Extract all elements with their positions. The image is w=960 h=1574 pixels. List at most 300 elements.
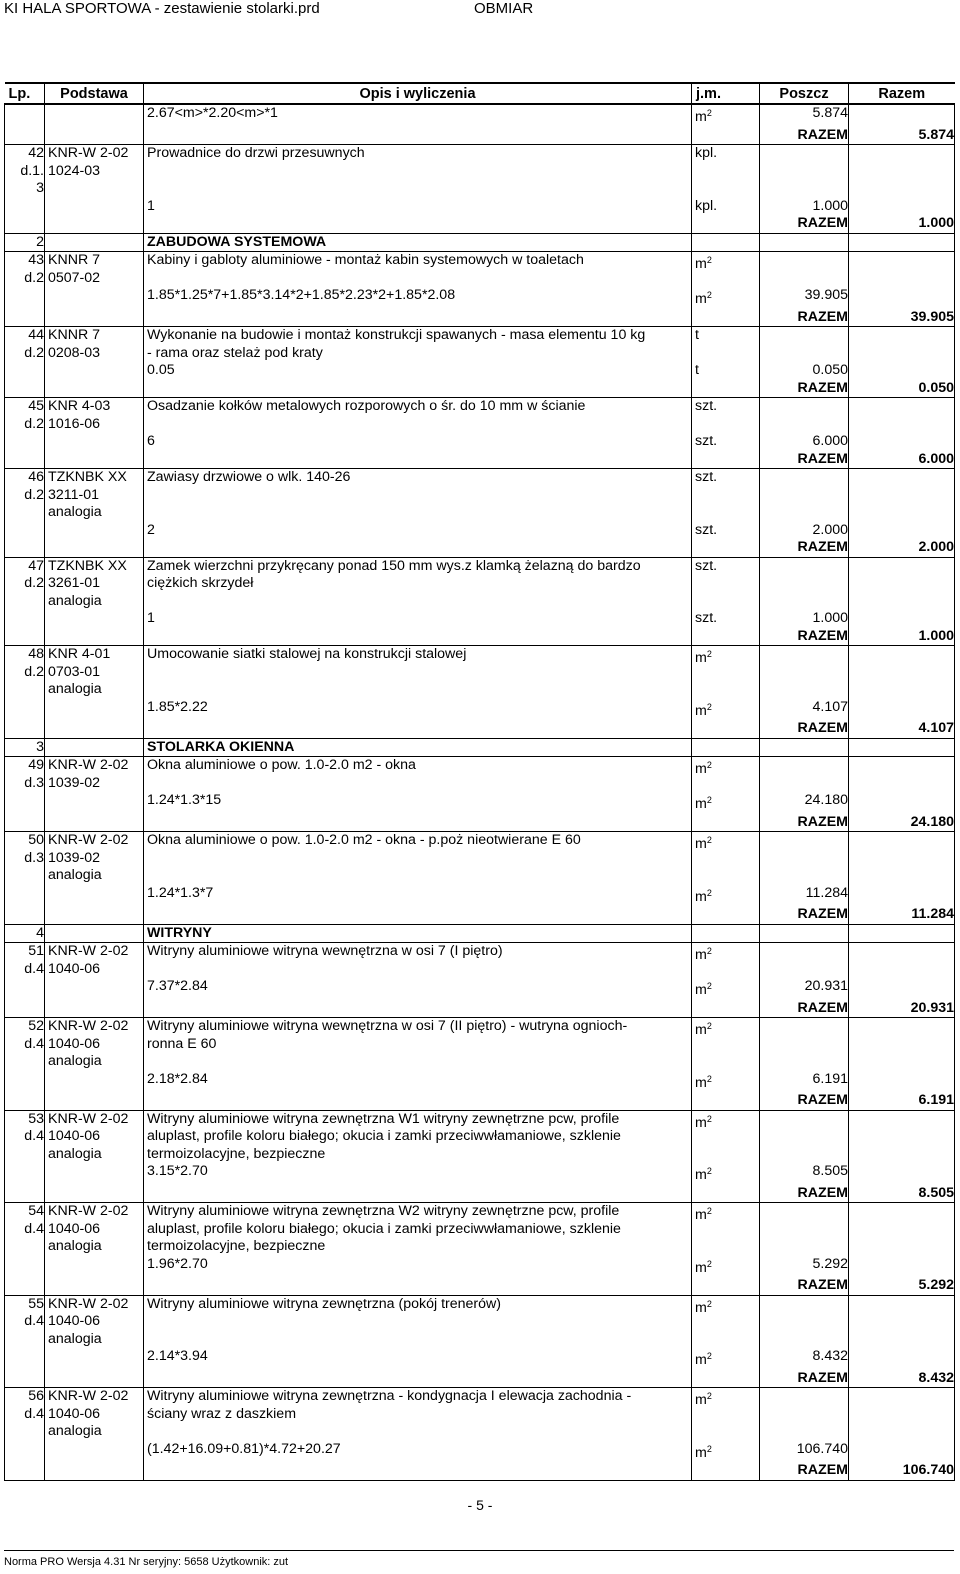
cell-partial [760,469,849,522]
cell-unit: $m^2$ [692,978,760,1000]
cell-base [45,906,144,924]
sum-row [5,1185,955,1203]
cell-lp: 42 d.1. 3 [5,145,45,198]
cell-unit [692,380,760,398]
cell-total [849,1018,955,1071]
cell-description [144,451,692,469]
cell-lp [5,522,45,540]
cell-lp: 2 [5,233,45,252]
cell-base: KNR 4-01 0703-01 analogia [45,646,144,699]
cell-description: WITRYNY [144,924,692,943]
cell-lp: 56 d.4 [5,1388,45,1441]
cell-lp [5,1462,45,1480]
cell-total: 106.740 [849,1462,955,1480]
cell-base [45,198,144,216]
item-row [5,757,955,793]
cell-partial: RAZEM [760,1092,849,1110]
cell-total [849,832,955,885]
calc-row [5,198,955,216]
cell-total: 1.000 [849,215,955,233]
cell-partial: 0.050 [760,362,849,380]
cell-total [849,1348,955,1370]
cell-lp [5,1092,45,1110]
item-row [5,646,955,699]
cell-lp [5,127,45,145]
item-row [5,145,955,198]
cell-partial: RAZEM [760,1277,849,1295]
cell-lp [5,215,45,233]
cell-description: 7.37*2.84 [144,978,692,1000]
cell-partial: RAZEM [760,127,849,145]
cell-total [849,362,955,380]
calc-row [5,792,955,814]
cell-unit: $m^2$ [692,1256,760,1278]
cell-unit: $m^2$ [692,792,760,814]
cell-base [45,1092,144,1110]
cell-partial [760,145,849,198]
item-row [5,1295,955,1348]
cell-unit: $m^2$ [692,1441,760,1463]
cell-total [849,522,955,540]
calc-row [5,610,955,628]
cell-unit: szt. [692,557,760,610]
cell-unit: t [692,362,760,380]
cell-total [849,610,955,628]
cell-base [45,433,144,451]
cell-base: KNR-W 2-02 1040-06 analogia [45,1018,144,1071]
cost-table [4,82,955,1481]
cell-description: Osadzanie kołków metalowych rozporowych o śr. do 10 mm w ścianie [144,398,692,434]
cell-description: ZABUDOWA SYSTEMOWA [144,233,692,252]
cell-base: KNR-W 2-02 1040-06 analogia [45,1295,144,1348]
item-row [5,398,955,434]
cell-total [849,1203,955,1256]
cell-description [144,539,692,557]
cell-partial: RAZEM [760,814,849,832]
cell-unit [692,628,760,646]
cell-base [45,215,144,233]
cell-total: 24.180 [849,814,955,832]
sum-row [5,380,955,398]
cell-total [849,1388,955,1441]
cell-lp: 52 d.4 [5,1018,45,1071]
cell-partial [760,1018,849,1071]
cell-total [849,252,955,288]
cell-unit: t [692,327,760,363]
cell-total [849,469,955,522]
calc-row [5,978,955,1000]
cell-unit: szt. [692,522,760,540]
chapter-row [5,924,955,943]
cell-total: 5.292 [849,1277,955,1295]
cell-partial: 6.000 [760,433,849,451]
column-header-unit: j.m. [692,83,760,104]
cell-lp [5,539,45,557]
cell-description: Witryny aluminiowe witryna zewnętrzna W1 witryny zewnętrzne pcw, profile aluplast, profile koloru białego; okucia i zamki przeciwwłamaniowe, szklenie termoizolacyjne, bezpieczne [144,1110,692,1163]
cell-lp [5,433,45,451]
cell-base: KNNR 7 0507-02 [45,252,144,288]
cell-total [849,233,955,252]
cell-unit [692,720,760,738]
cell-base: KNR-W 2-02 1024-03 [45,145,144,198]
cell-partial [760,1203,849,1256]
cell-partial: RAZEM [760,309,849,327]
cell-total [849,433,955,451]
cell-partial: 8.505 [760,1163,849,1185]
cell-partial [760,252,849,288]
cell-unit: $m^2$ [692,1018,760,1071]
calc-row [5,1441,955,1463]
cell-description [144,380,692,398]
cell-lp: 51 d.4 [5,943,45,979]
cell-lp [5,906,45,924]
cell-lp [5,720,45,738]
cell-unit [692,738,760,757]
calc-row [5,1071,955,1093]
cell-unit [692,1092,760,1110]
cell-partial: RAZEM [760,906,849,924]
cell-total [849,646,955,699]
cell-description [144,1370,692,1388]
item-row [5,1018,955,1071]
cell-description: Zawiasy drzwiowe o wlk. 140-26 [144,469,692,522]
sum-row [5,720,955,738]
cell-base [45,1000,144,1018]
cell-description: Witryny aluminiowe witryna wewnętrzna w osi 7 (II piętro) - wutryna ognioch- ronna E 60 [144,1018,692,1071]
cell-base [45,522,144,540]
cell-base [45,814,144,832]
cell-base [45,924,144,943]
cell-partial [760,924,849,943]
cell-lp [5,1348,45,1370]
cell-total: 6.000 [849,451,955,469]
cell-partial [760,1388,849,1441]
cell-base [45,699,144,721]
cell-total: 4.107 [849,720,955,738]
cell-partial: 8.432 [760,1348,849,1370]
cell-partial: RAZEM [760,1370,849,1388]
cell-total [849,1256,955,1278]
cell-lp [5,1256,45,1278]
cell-lp [5,451,45,469]
cell-total [849,978,955,1000]
column-header-lp: Lp. [5,83,45,104]
cell-base [45,720,144,738]
cell-description: 1.85*1.25*7+1.85*3.14*2+1.85*2.23*2+1.85*2.08 [144,287,692,309]
cell-unit: szt. [692,433,760,451]
cell-unit [692,1185,760,1203]
cell-description: 2.18*2.84 [144,1071,692,1093]
cell-base [45,738,144,757]
cell-unit [692,1462,760,1480]
cell-partial: RAZEM [760,215,849,233]
cell-partial: RAZEM [760,628,849,646]
column-header-total: Razem [849,83,955,104]
cell-lp [5,1441,45,1463]
calc-row [5,522,955,540]
cell-lp: 54 d.4 [5,1203,45,1256]
cell-partial: 39.905 [760,287,849,309]
cell-unit [692,1000,760,1018]
cell-lp [5,380,45,398]
cell-partial: 106.740 [760,1441,849,1463]
item-row [5,832,955,885]
cell-unit: $m^2$ [692,699,760,721]
sum-row [5,451,955,469]
calc-row [5,885,955,907]
cell-description: 2 [144,522,692,540]
cell-lp: 49 d.3 [5,757,45,793]
cell-unit: szt. [692,469,760,522]
cell-lp: 50 d.3 [5,832,45,885]
cell-description [144,628,692,646]
cell-total [849,1163,955,1185]
cell-lp: 46 d.2 [5,469,45,522]
cell-unit: szt. [692,610,760,628]
cell-description: Wykonanie na budowie i montaż konstrukcji spawanych - masa elementu 10 kg - rama oraz stelaż pod kraty [144,327,692,363]
cell-lp [5,1000,45,1018]
cell-base: TZKNBK XX 3211-01 analogia [45,469,144,522]
cell-base: KNR-W 2-02 1039-02 analogia [45,832,144,885]
cell-base [45,127,144,145]
cell-unit [692,233,760,252]
cell-total [849,198,955,216]
cell-description: Witryny aluminiowe witryna zewnętrzna - kondygnacja I elewacja zachodnia - ściany wraz z daszkiem [144,1388,692,1441]
item-row [5,469,955,522]
cell-base: KNR 4-03 1016-06 [45,398,144,434]
cell-description: 3.15*2.70 [144,1163,692,1185]
cell-base: KNNR 7 0208-03 [45,327,144,363]
cell-lp: 55 d.4 [5,1295,45,1348]
cell-unit: $m^2$ [692,757,760,793]
item-row [5,557,955,610]
cell-total: 0.050 [849,380,955,398]
cell-partial: 24.180 [760,792,849,814]
cell-base [45,885,144,907]
cell-partial: 1.000 [760,610,849,628]
calc-row [5,433,955,451]
column-header-base: Podstawa [45,83,144,104]
cell-partial [760,233,849,252]
cell-unit: $m^2$ [692,1388,760,1441]
cell-lp: 44 d.2 [5,327,45,363]
cell-description [144,1092,692,1110]
cell-lp: 53 d.4 [5,1110,45,1163]
cell-description: Witryny aluminiowe witryna zewnętrzna W2 witryny zewnętrzne pcw, profile aluplast, profile koloru białego; okucia i zamki przeciwwłamaniowe, szklenie termoizolacyjne, bezpieczne [144,1203,692,1256]
cell-partial [760,398,849,434]
cell-lp: 43 d.2 [5,252,45,288]
cell-unit [692,127,760,145]
column-header-partial: Poszcz [760,83,849,104]
cell-base: KNR-W 2-02 1040-06 analogia [45,1203,144,1256]
footer-divider [4,1550,954,1551]
cell-lp: 48 d.2 [5,646,45,699]
cell-description [144,309,692,327]
sum-row [5,1000,955,1018]
cell-base [45,233,144,252]
cell-lp [5,699,45,721]
footer-text: Norma PRO Wersja 4.31 Nr seryjny: 5658 Użytkownik: zut [4,1556,289,1568]
cell-unit: $m^2$ [692,1071,760,1093]
cell-unit [692,924,760,943]
cell-total [849,699,955,721]
column-header-description: Opis i wyliczenia [144,83,692,104]
cell-description [144,814,692,832]
cell-description [144,127,692,145]
cell-base: KNR-W 2-02 1040-06 analogia [45,1388,144,1441]
cell-lp [5,1163,45,1185]
cell-total: 20.931 [849,1000,955,1018]
cell-description: 2.67<m>*2.20<m>*1 [144,104,692,127]
cell-lp [5,198,45,216]
cell-partial [760,557,849,610]
cell-total [849,1295,955,1348]
cell-unit: $m^2$ [692,1295,760,1348]
cell-unit: $m^2$ [692,252,760,288]
cell-unit [692,814,760,832]
cell-lp: 45 d.2 [5,398,45,434]
item-row [5,327,955,363]
cell-total [849,398,955,434]
cell-total: 6.191 [849,1092,955,1110]
cell-partial [760,943,849,979]
cell-description: Umocowanie siatki stalowej na konstrukcji stalowej [144,646,692,699]
cell-description: 0.05 [144,362,692,380]
cell-unit [692,906,760,924]
calc-row [5,362,955,380]
cell-description: (1.42+16.09+0.81)*4.72+20.27 [144,1441,692,1463]
cell-partial [760,1110,849,1163]
cell-description: Witryny aluminiowe witryna zewnętrzna (pokój trenerów) [144,1295,692,1348]
cell-total: 1.000 [849,628,955,646]
cell-total [849,1071,955,1093]
cell-description: 1.24*1.3*7 [144,885,692,907]
cell-lp [5,814,45,832]
sum-row [5,127,955,145]
cell-description: Prowadnice do drzwi przesuwnych [144,145,692,198]
cell-description [144,1462,692,1480]
cell-base [45,1256,144,1278]
cell-total: 39.905 [849,309,955,327]
cell-total: 11.284 [849,906,955,924]
document-header [4,0,534,18]
cell-description: 1 [144,610,692,628]
cell-description [144,720,692,738]
cell-base [45,1348,144,1370]
cell-partial: 5.292 [760,1256,849,1278]
cell-total [849,924,955,943]
item-row [5,1110,955,1163]
cell-total: 2.000 [849,539,955,557]
cell-partial: 6.191 [760,1071,849,1093]
cell-base [45,1462,144,1480]
cell-base: KNR-W 2-02 1039-02 [45,757,144,793]
cell-description [144,1185,692,1203]
cell-base [45,1185,144,1203]
cell-lp: 4 [5,924,45,943]
cell-description: Okna aluminiowe o pow. 1.0-2.0 m2 - okna [144,757,692,793]
sum-row [5,628,955,646]
cell-total [849,738,955,757]
cell-unit: $m^2$ [692,104,760,127]
cell-unit [692,539,760,557]
sum-row [5,906,955,924]
cell-unit: $m^2$ [692,1110,760,1163]
cell-unit: szt. [692,398,760,434]
cell-base [45,104,144,127]
cell-description: 2.14*3.94 [144,1348,692,1370]
cell-total [849,145,955,198]
cell-total [849,885,955,907]
cell-description: Zamek wierzchni przykręcany ponad 150 mm wys.z klamką żelazną do bardzo ciężkich skrzydeł [144,557,692,610]
cell-lp [5,1185,45,1203]
cell-partial: RAZEM [760,720,849,738]
cell-lp [5,1277,45,1295]
table-header-row [5,83,955,104]
cell-base [45,539,144,557]
cell-total [849,757,955,793]
cell-unit: $m^2$ [692,885,760,907]
cell-partial: 2.000 [760,522,849,540]
table-body [5,104,955,1480]
cell-lp [5,362,45,380]
cell-base [45,1277,144,1295]
cell-base [45,1441,144,1463]
cell-unit: $m^2$ [692,1163,760,1185]
cell-description [144,1000,692,1018]
cell-base [45,451,144,469]
cell-unit: $m^2$ [692,943,760,979]
item-row [5,252,955,288]
cell-partial: 5.874 [760,104,849,127]
cell-base [45,610,144,628]
cell-base: TZKNBK XX 3261-01 analogia [45,557,144,610]
cell-total [849,327,955,363]
cell-partial [760,646,849,699]
cell-description [144,215,692,233]
cell-unit: $m^2$ [692,646,760,699]
cell-partial [760,1295,849,1348]
cell-partial: 4.107 [760,699,849,721]
cell-partial [760,738,849,757]
cell-lp: 47 d.2 [5,557,45,610]
cell-unit: kpl. [692,145,760,198]
cell-lp [5,1071,45,1093]
calc-row [5,287,955,309]
cell-base [45,1370,144,1388]
calc-row [5,1348,955,1370]
cell-unit [692,1370,760,1388]
cell-lp [5,309,45,327]
cell-lp [5,287,45,309]
sum-row [5,309,955,327]
cell-lp: 3 [5,738,45,757]
sum-row [5,539,955,557]
cell-unit [692,309,760,327]
cell-description [144,1277,692,1295]
sum-row [5,1092,955,1110]
cell-unit [692,451,760,469]
document-subtitle: OBMIAR [474,0,534,17]
cell-partial: RAZEM [760,539,849,557]
cell-partial [760,327,849,363]
cell-base [45,287,144,309]
sum-row [5,814,955,832]
cell-base [45,362,144,380]
cell-lp [5,885,45,907]
cell-unit: kpl. [692,198,760,216]
cell-partial [760,757,849,793]
